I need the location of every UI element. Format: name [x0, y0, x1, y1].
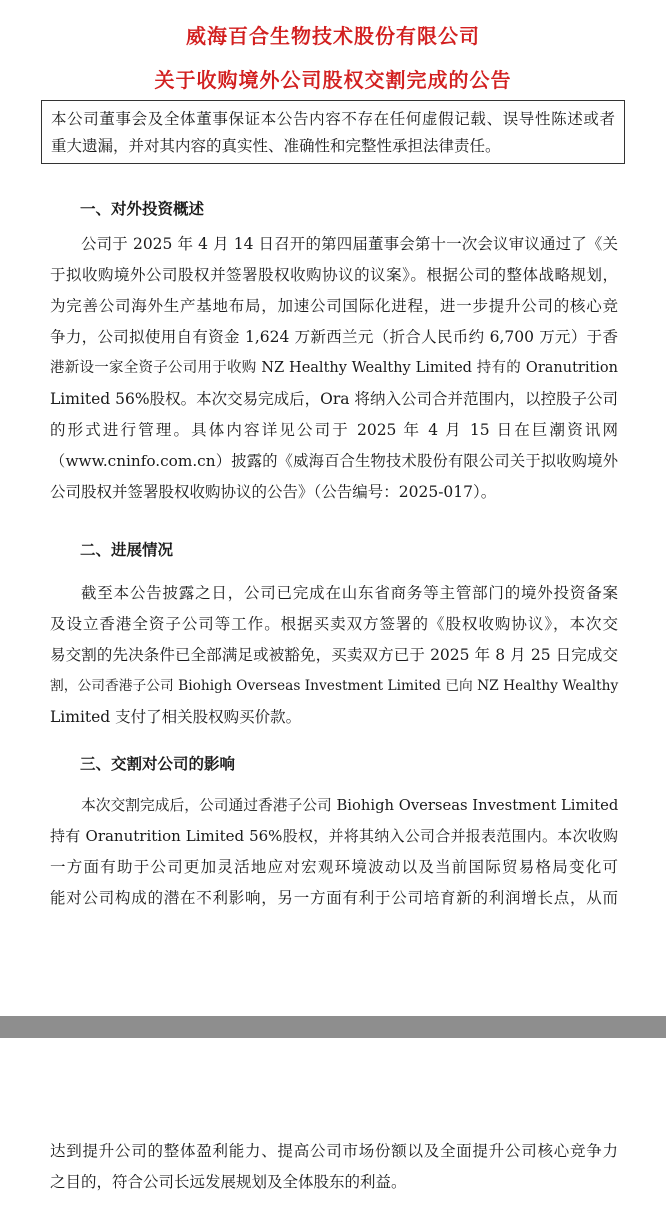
body-line: 的形式进行管理。具体内容详见公司于 2025 年 4 月 15 日在巨潮资讯网: [50, 421, 618, 439]
body-line: 达到提升公司的整体盈利能力、提高公司市场份额以及全面提升公司核心竞争力: [50, 1142, 618, 1160]
section-body-impact-continued: [50, 1136, 618, 1198]
body-line: 易交割的先决条件已全部满足或被豁免，买卖双方已于 2025 年 8 月 25 日完成交: [50, 646, 618, 664]
section-heading-impact: 三、交割对公司的影响: [80, 754, 236, 773]
body-line: 割，公司香港子公司 Biohigh Overseas Investment Limited 已向 NZ Healthy Wealthy: [50, 678, 619, 694]
section-body-progress: [50, 578, 618, 733]
body-line: 能对公司构成的潜在不利影响，另一方面有利于公司培育新的利润增长点，从而: [50, 889, 618, 907]
body-line: 截至本公告披露之日，公司已完成在山东省商务等主管部门的境外投资备案: [81, 584, 618, 602]
disclaimer-line: 重大遗漏，并对其内容的真实性、准确性和完整性承担法律责任。: [51, 137, 501, 155]
body-line: 港新设一家全资子公司用于收购 NZ Healthy Wealthy Limited 持有的 Oranutrition: [50, 360, 618, 376]
body-line: 公司于 2025 年 4 月 14 日召开的第四届董事会第十一次会议审议通过了《关: [81, 235, 618, 253]
body-line: Limited 56%股权。本次交易完成后，Ora 将纳入公司合并范围内，以控股子公司: [50, 390, 618, 408]
announcement-title: 关于收购境外公司股权交割完成的公告: [154, 68, 512, 92]
body-line: 一方面有助于公司更加灵活地应对宏观环境波动以及当前国际贸易格局变化可: [50, 858, 618, 876]
body-line: 为完善公司海外生产基地布局，加速公司国际化进程，进一步提升公司的核心竞: [50, 297, 618, 315]
disclaimer-box: [41, 100, 625, 164]
company-title: 威海百合生物技术股份有限公司: [186, 24, 480, 48]
body-line: 持有 Oranutrition Limited 56%股权，并将其纳入公司合并报表范围内。本次收购: [50, 827, 618, 845]
body-line: Limited 支付了相关股权购买价款。: [50, 708, 302, 726]
section-body-impact: [50, 790, 618, 914]
page-break-divider: [0, 1016, 666, 1038]
body-line: 公司股权并签署股权收购协议的公告》（公告编号：2025-017）。: [50, 483, 497, 501]
body-line: （www.cninfo.com.cn）披露的《威海百合生物技术股份有限公司关于拟收购境外: [50, 452, 618, 470]
section-heading-overview: 一、对外投资概述: [80, 199, 205, 218]
section-body-overview: [50, 229, 618, 508]
body-line: 及设立香港全资子公司等工作。根据买卖双方签署的《股权收购协议》，本次交: [50, 615, 618, 633]
body-line: 争力，公司拟使用自有资金 1,624 万新西兰元（折合人民币约 6,700 万元）于香: [50, 328, 618, 346]
body-line: 之目的，符合公司长远发展规划及全体股东的利益。: [50, 1173, 407, 1191]
section-heading-progress: 二、进展情况: [80, 540, 174, 559]
body-line: 本次交割完成后，公司通过香港子公司 Biohigh Overseas Investment Limited: [81, 797, 619, 814]
body-line: 于拟收购境外公司股权并签署股权收购协议的议案》。根据公司的整体战略规划，: [50, 266, 618, 284]
disclaimer-line: 本公司董事会及全体董事保证本公告内容不存在任何虚假记载、误导性陈述或者: [51, 110, 615, 128]
